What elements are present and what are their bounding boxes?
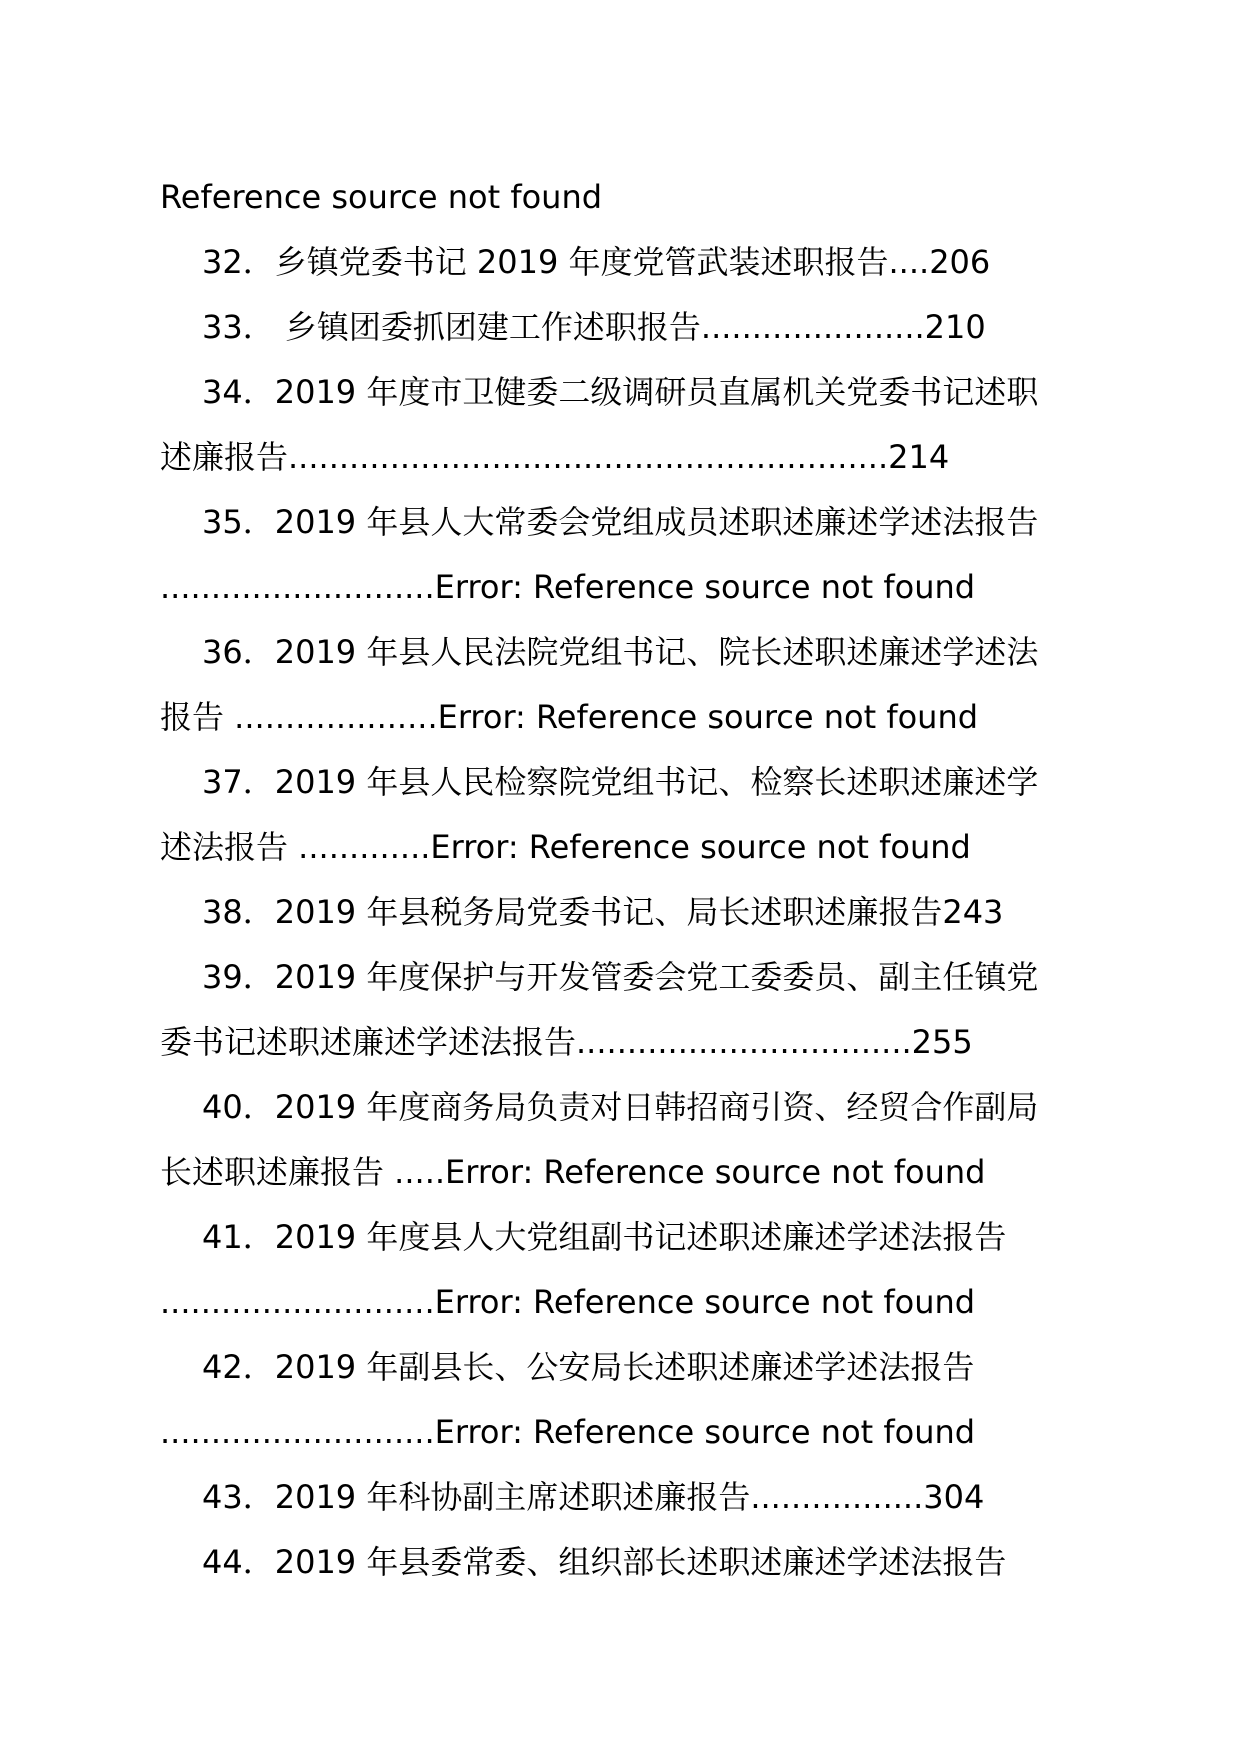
- toc-entry-39[interactable]: 39．2019 年度保护与开发管委会党工委委员、副主任镇党: [202, 958, 1039, 996]
- toc-entry-32[interactable]: 32．乡镇党委书记 2019 年度党管武装述职报告....206: [202, 243, 991, 281]
- toc-entry-34[interactable]: 34．2019 年度市卫健委二级调研员直属机关党委书记述职: [202, 373, 1039, 411]
- toc-entry-41-cont[interactable]: ...........................Error: Reference source not found: [160, 1283, 976, 1321]
- toc-entry-43[interactable]: 43．2019 年科协副主席述职述廉报告.................304: [202, 1478, 985, 1516]
- toc-entry-37-cont[interactable]: 述法报告 .............Error: Reference source not found: [160, 828, 971, 866]
- toc-entry-35[interactable]: 35．2019 年县人大常委会党组成员述职述廉述学述法报告: [202, 503, 1039, 541]
- toc-entry-41[interactable]: 41．2019 年度县人大党组副书记述职述廉述学述法报告: [202, 1218, 1007, 1256]
- toc-entry-40-cont[interactable]: 长述职述廉报告 .....Error: Reference source not found: [160, 1153, 986, 1191]
- toc-line: Reference source not found: [160, 178, 603, 216]
- toc-entry-36[interactable]: 36．2019 年县人民法院党组书记、院长述职述廉述学述法: [202, 633, 1039, 671]
- toc-entry-36-cont[interactable]: 报告 ....................Error: Reference source not found: [160, 698, 979, 736]
- toc-entry-37[interactable]: 37．2019 年县人民检察院党组书记、检察长述职述廉述学: [202, 763, 1039, 801]
- toc-entry-42[interactable]: 42．2019 年副县长、公安局长述职述廉述学述法报告: [202, 1348, 975, 1386]
- toc-entry-33[interactable]: 33． 乡镇团委抓团建工作述职报告......................210: [202, 308, 986, 346]
- table-of-contents: [160, 165, 1090, 1595]
- toc-entry-39-cont[interactable]: 委书记述职述廉述学述法报告.................................255: [160, 1023, 973, 1061]
- toc-entry-38[interactable]: 38．2019 年县税务局党委书记、局长述职述廉报告243: [202, 893, 1004, 931]
- toc-entry-34-cont[interactable]: 述廉报告...........................................................214: [160, 438, 950, 476]
- toc-entry-44[interactable]: 44．2019 年县委常委、组织部长述职述廉述学述法报告: [202, 1543, 1007, 1581]
- toc-entry-42-cont[interactable]: ...........................Error: Reference source not found: [160, 1413, 976, 1451]
- toc-entry-35-cont[interactable]: ...........................Error: Reference source not found: [160, 568, 976, 606]
- toc-entry-40[interactable]: 40．2019 年度商务局负责对日韩招商引资、经贸合作副局: [202, 1088, 1039, 1126]
